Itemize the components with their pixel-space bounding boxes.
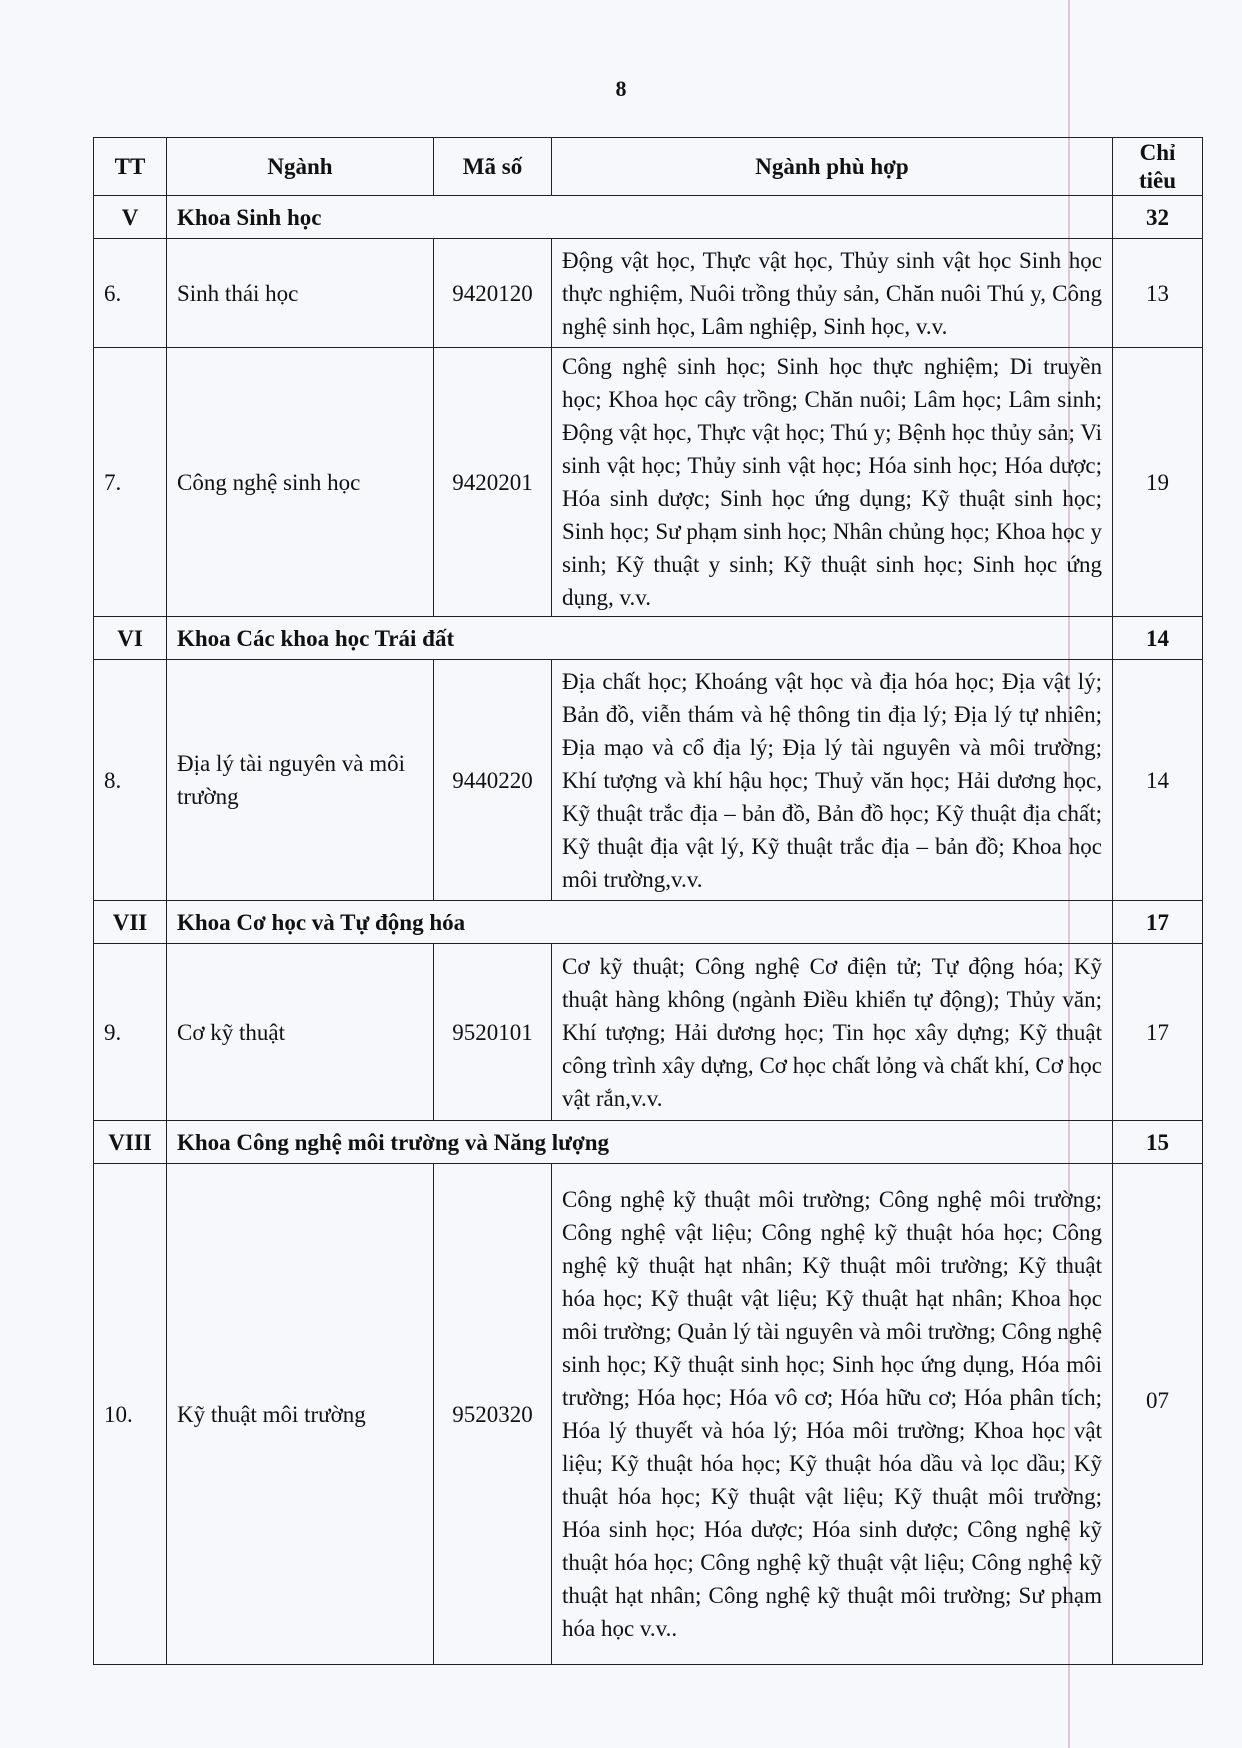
header-nganh: Ngành <box>167 138 434 196</box>
row-tt: 6. <box>94 239 167 348</box>
section-roman: VI <box>94 617 167 660</box>
section-name: Khoa Cơ học và Tự động hóa <box>167 901 1113 944</box>
section-chi-tieu: 17 <box>1113 901 1203 944</box>
row-ma-so: 9420120 <box>434 239 552 348</box>
section-roman: VII <box>94 901 167 944</box>
header-tt: TT <box>94 138 167 196</box>
table-row <box>94 1164 1203 1665</box>
row-ma-so: 9520320 <box>434 1164 552 1665</box>
section-row <box>94 901 1203 944</box>
row-nganh: Địa lý tài nguyên và môi trường <box>167 660 434 901</box>
row-chi-tieu: 13 <box>1113 239 1203 348</box>
row-chi-tieu: 07 <box>1113 1164 1203 1665</box>
header-chi-tieu: Chỉ tiêu <box>1113 138 1203 196</box>
row-ma-so: 9520101 <box>434 944 552 1121</box>
header-ma-so: Mã số <box>434 138 552 196</box>
row-nganh-phu-hop: Công nghệ sinh học; Sinh học thực nghiệm; Di truyền học; Khoa học cây trồng; Chăn nuôi; Lâm học; Lâm sinh; Động vật học, Thực vật học; Thú y; Bệnh học thủy sản; Vi sinh vật học; Thủy sinh vật học; Hóa sinh học; Hóa dược; Hóa sinh dược; Sinh học ứng dụng; Kỹ thuật sinh học; Sinh học; Sư phạm sinh học; Nhân chủng học; Khoa học y sinh; Kỹ thuật y sinh; Kỹ thuật sinh học; Sinh học ứng dụng, v.v. <box>552 348 1113 617</box>
row-nganh: Cơ kỹ thuật <box>167 944 434 1121</box>
row-nganh-phu-hop: Công nghệ kỹ thuật môi trường; Công nghệ môi trường; Công nghệ vật liệu; Công nghệ kỹ thuật hóa học; Công nghệ kỹ thuật hạt nhân; Kỹ thuật môi trường; Kỹ thuật hóa học; Kỹ thuật vật liệu; Kỹ thuật hạt nhân; Khoa học môi trường; Quản lý tài nguyên và môi trường; Công nghệ sinh học; Kỹ thuật sinh học; Sinh học ứng dụng, Hóa môi trường; Hóa học; Hóa vô cơ; Hóa hữu cơ; Hóa phân tích; Hóa lý thuyết và hóa lý; Hóa môi trường; Khoa học vật liệu; Kỹ thuật hóa học; Kỹ thuật hóa dầu và lọc dầu; Kỹ thuật hóa học; Kỹ thuật vật liệu; Kỹ thuật môi trường; Hóa sinh học; Hóa dược; Hóa sinh dược; Công nghệ kỹ thuật hóa học; Công nghệ kỹ thuật vật liệu; Công nghệ kỹ thuật hạt nhân; Công nghệ kỹ thuật môi trường; Sư phạm hóa học v.v.. <box>552 1164 1113 1665</box>
row-nganh-phu-hop: Cơ kỹ thuật; Công nghệ Cơ điện tử; Tự động hóa; Kỹ thuật hàng không (ngành Điều khiển tự động); Thủy văn; Khí tượng; Hải dương học; Tin học xây dựng; Kỹ thuật công trình xây dựng, Cơ học chất lỏng và chất khí, Cơ học vật rắn,v.v. <box>552 944 1113 1121</box>
row-nganh: Kỹ thuật môi trường <box>167 1164 434 1665</box>
row-tt: 7. <box>94 348 167 617</box>
row-nganh: Công nghệ sinh học <box>167 348 434 617</box>
section-row <box>94 196 1203 239</box>
row-nganh-phu-hop: Động vật học, Thực vật học, Thủy sinh vật học Sinh học thực nghiệm, Nuôi trồng thủy sản, Chăn nuôi Thú y, Công nghệ sinh học, Lâm nghiệp, Sinh học, v.v. <box>552 239 1113 348</box>
section-chi-tieu: 32 <box>1113 196 1203 239</box>
page-number: 8 <box>615 76 627 101</box>
header-nganh-phu-hop: Ngành phù hợp <box>552 138 1113 196</box>
row-tt: 10. <box>94 1164 167 1665</box>
table-row <box>94 660 1203 901</box>
row-chi-tieu: 19 <box>1113 348 1203 617</box>
section-name: Khoa Sinh học <box>167 196 1113 239</box>
section-name: Khoa Các khoa học Trái đất <box>167 617 1113 660</box>
row-nganh: Sinh thái học <box>167 239 434 348</box>
row-ma-so: 9420201 <box>434 348 552 617</box>
section-name: Khoa Công nghệ môi trường và Năng lượng <box>167 1121 1113 1164</box>
table-row <box>94 239 1203 348</box>
section-row <box>94 617 1203 660</box>
section-roman: VIII <box>94 1121 167 1164</box>
row-chi-tieu: 17 <box>1113 944 1203 1121</box>
row-chi-tieu: 14 <box>1113 660 1203 901</box>
row-ma-so: 9440220 <box>434 660 552 901</box>
table-header-row <box>94 138 1203 196</box>
section-chi-tieu: 15 <box>1113 1121 1203 1164</box>
section-row <box>94 1121 1203 1164</box>
table-row <box>94 944 1203 1121</box>
row-nganh-phu-hop: Địa chất học; Khoáng vật học và địa hóa học; Địa vật lý; Bản đồ, viễn thám và hệ thông tin địa lý; Địa lý tự nhiên; Địa mạo và cổ địa lý; Địa lý tài nguyên và môi trường; Khí tượng và khí hậu học; Thuỷ văn học; Hải dương học, Kỹ thuật trắc địa – bản đồ, Bản đồ học; Kỹ thuật địa chất; Kỹ thuật địa vật lý, Kỹ thuật trắc địa – bản đồ; Khoa học môi trường,v.v. <box>552 660 1113 901</box>
section-roman: V <box>94 196 167 239</box>
row-tt: 8. <box>94 660 167 901</box>
admission-quota-table <box>93 137 1203 1665</box>
row-tt: 9. <box>94 944 167 1121</box>
table-row <box>94 348 1203 617</box>
section-chi-tieu: 14 <box>1113 617 1203 660</box>
